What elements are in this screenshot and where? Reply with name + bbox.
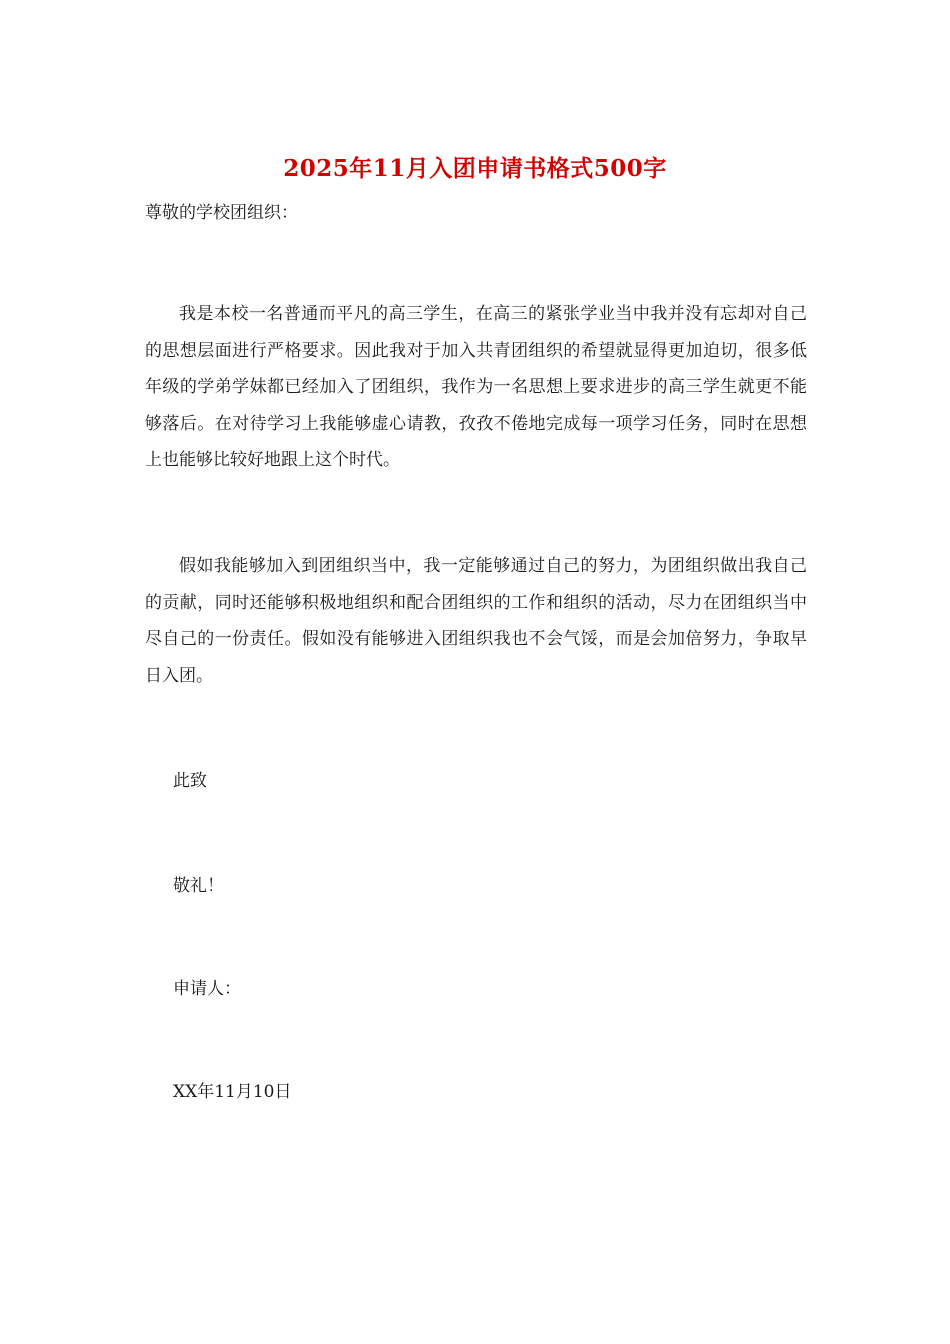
signature-date: XX年11月10日 xyxy=(173,1082,292,1102)
document-title: 2025年11月入团申请书格式500字 xyxy=(283,155,667,182)
closing-salute: 敬礼！ xyxy=(173,876,224,896)
applicant-label: 申请人： xyxy=(173,979,241,999)
body-paragraph-1: 我是本校一名普通而平凡的高三学生，在高三的紧张学业当中我并没有忘却对自己的思想层面进行严格要求。因此我对于加入共青团组织的希望就显得更加迫切，很多低年级的学弟学妹都已经加入了团组织，我作为一名思想上要求进步的高三学生就更不能够落后。在对待学习上我能够虚心请教，孜孜不倦地完成每一项学习任务，同时在思想上也能够比较好地跟上这个时代。 xyxy=(145,304,807,470)
body-paragraph-2: 假如我能够加入到团组织当中，我一定能够通过自己的努力，为团组织做出我自己的贡献，同时还能够积极地组织和配合团组织的工作和组织的活动，尽力在团组织当中尽自己的一份责任。假如没有能够进入团组织我也不会气馁，而是会加倍努力，争取早日入团。 xyxy=(145,556,807,686)
closing-greeting: 此致 xyxy=(173,771,207,791)
salutation: 尊敬的学校团组织： xyxy=(145,203,298,223)
